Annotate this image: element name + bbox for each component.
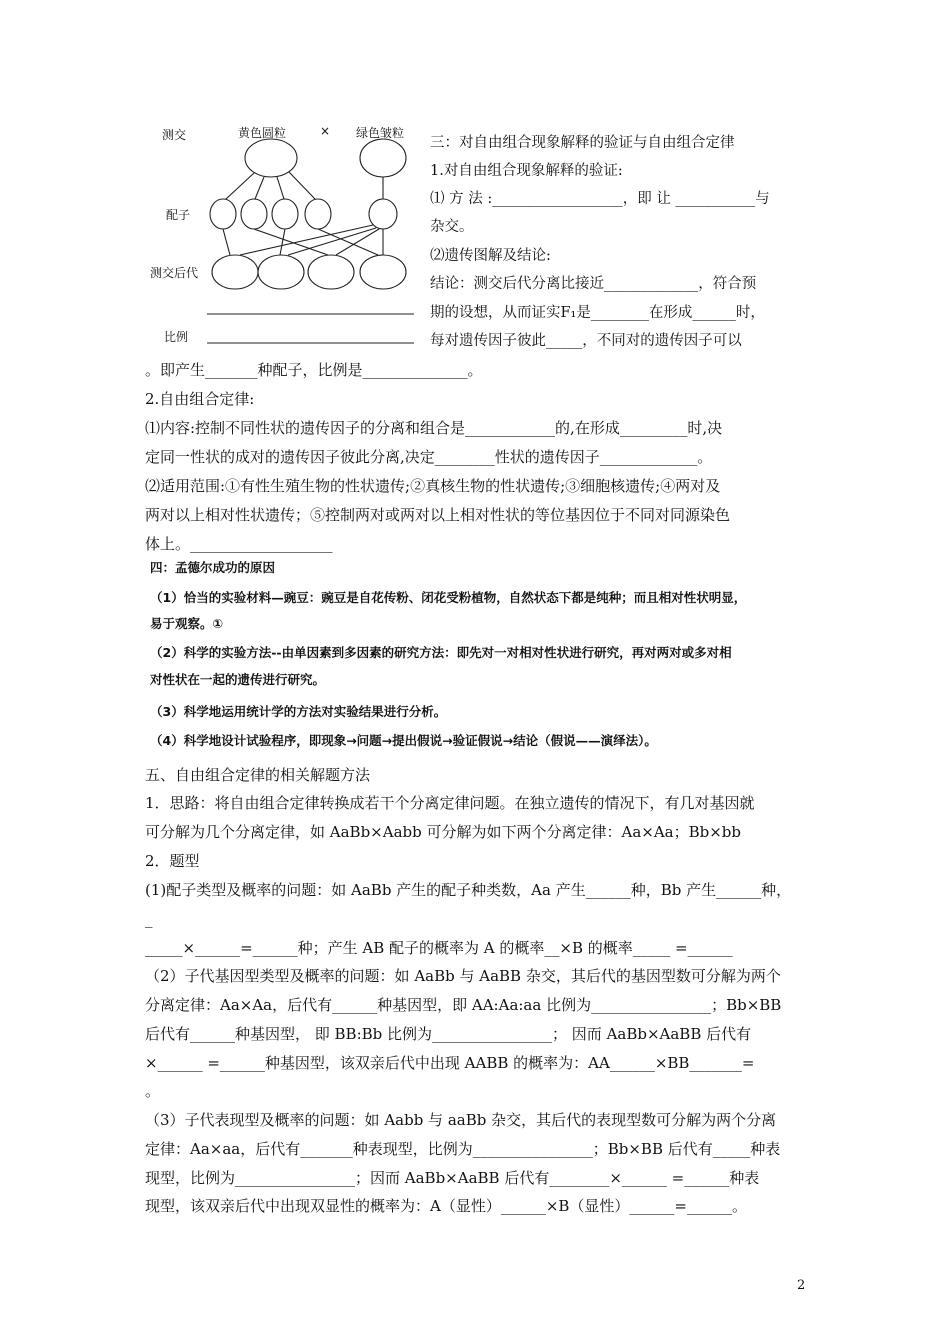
idea-line-2: 可分解为几个分离定律，如 AaBb×Aabb 可分解为如下两个分离定律：Aa×Aa；Bb×bb [145, 823, 742, 841]
label-yellow-round: 黄色圆粒 [238, 126, 287, 140]
type2-line-a: （2）子代基因型类型及概率的问题：如 AaBb 与 AaBB 杂交，其后代的基因型数可分解为两个 [145, 967, 781, 985]
gamete-ellipse-1 [210, 199, 236, 229]
label-ratio: 比例 [164, 330, 189, 344]
type1-line-a: (1)配子类型及概率的问题：如 AaBb 产生的配子种类数，Aa 产生______种，Bb 产生______种， [145, 881, 792, 899]
gamete-ellipse-5 [369, 199, 397, 229]
type2-line-d: ×______ =______种基因型，该双亲后代中出现 AABB 的概率为：AA______×BB_______= [145, 1054, 755, 1072]
conclusion-line-2: 期的设想，从而证实F₁是________在形成______时， [430, 305, 765, 321]
parent-green-wrinkled-ellipse [360, 139, 406, 177]
offspring-ellipse-2 [258, 255, 304, 289]
law-content-1: ⑴内容:控制不同性状的遗传因子的分离和组合是____________的,在形成_________时,决 [145, 419, 723, 437]
reason-1a: （1）恰当的实验材料—豌豆：豌豆是自花传粉、闭花受粉植物，自然状态下都是纯种；而且相对性状明显， [150, 590, 747, 605]
law-scope-1: ⑵适用范围:①有性生殖生物的性状遗传;②真核生物的性状遗传;③细胞核遗传;④两对及 [145, 477, 721, 495]
law-content-2: 定同一性状的成对的遗传因子彼此分离,决定________性状的遗传因子_____________。 [145, 448, 713, 466]
offspring-ellipse-1 [212, 255, 258, 289]
question-types-heading: 2．题型 [145, 852, 200, 870]
test-cross-diagram [150, 118, 430, 358]
reason-2a: （2）科学的实验方法--由单因素到多因素的研究方法：即先对一对相对性状进行研究，再对两对或多对相 [150, 645, 732, 660]
type1-line-b: _ [145, 910, 153, 928]
gamete-ellipse-2 [241, 199, 267, 229]
section5-heading: 五、自由组合定律的相关解题方法 [145, 766, 371, 784]
offspring-ellipse-4 [360, 255, 406, 289]
method-line: ⑴ 方 法 :__________________，即 让 ___________与 [430, 191, 770, 207]
label-gametes: 配子 [166, 208, 191, 222]
section3-item1: 1.对自由组合现象解释的验证: [430, 163, 623, 179]
law-scope-2: 两对以上相对性状遗传；⑤控制两对或两对以上相对性状的等位基因位于不同对同源染色 [145, 506, 731, 524]
reason-4: （4）科学地设计试验程序，即现象→问题→提出假说→验证假说→结论（假说——演绎法）。 [150, 733, 657, 748]
page-number: 2 [797, 1278, 806, 1293]
type2-line-e: 。 [145, 1082, 161, 1100]
gamete-ellipse-3 [272, 199, 298, 229]
conclusion-line-1: 结论：测交后代分离比接近_____________，符合预 [430, 276, 757, 292]
section4-heading: 四：孟德尔成功的原因 [150, 560, 276, 575]
label-cross-symbol: × [320, 124, 331, 138]
type3-line-a: （3）子代表现型及概率的问题：如 Aabb 与 aaBb 杂交，其后代的表现型数可分解为两个分离 [145, 1111, 777, 1129]
label-test-cross: 测交 [162, 128, 187, 142]
reason-2b: 对性状在一起的遗传进行研究。 [150, 672, 326, 687]
parent-yellow-round-ellipse [245, 139, 297, 177]
section3-heading: 三：对自由组合现象解释的验证与自由组合定律 [430, 135, 735, 151]
type2-line-c: 后代有______种基因型， 即 BB:Bb 比例为________________； 因而 AaBb×AaBB 后代有 [145, 1025, 752, 1043]
reason-1b: 易于观察。① [150, 616, 224, 631]
offspring-ellipse-3 [308, 255, 354, 289]
gamete-ellipse-4 [305, 199, 331, 229]
label-green-wrinkled: 绿色皱粒 [356, 126, 405, 140]
label-offspring: 测交后代 [150, 266, 199, 280]
conclusion-line-4: 。即产生_______种配子，比例是______________。 [145, 361, 483, 379]
method-line-2: 杂交。 [430, 219, 474, 235]
law-title: 2.自由组合定律: [145, 390, 255, 408]
type2-line-b: 分离定律：Aa×Aa，后代有______种基因型，即 AA:Aa:aa 比例为________________；Bb×BB [145, 996, 782, 1014]
type3-line-c: 现型，比例为________________；因而 AaBb×AaBB 后代有________×______ =______种表 [145, 1169, 760, 1187]
reason-3: （3）科学地运用统计学的方法对实验结果进行分析。 [150, 704, 447, 719]
diagram-conclusion-heading: ⑵遗传图解及结论: [430, 248, 551, 264]
type1-line-c: _____×______=______种；产生 AB 配子的概率为 A 的概率__×B 的概率_____ =______ [145, 939, 733, 957]
type3-line-b: 定律：Aa×aa，后代有_______种表现型，比例为________________；Bb×BB 后代有_____种表 [145, 1140, 781, 1158]
idea-line-1: 1．思路：将自由组合定律转换成若干个分离定律问题。在独立遗传的情况下，有几对基因就 [145, 794, 755, 812]
law-scope-3: 体上。___________________ [145, 535, 333, 553]
conclusion-line-3: 每对遗传因子彼此_____，不同对的遗传因子可以 [430, 333, 742, 349]
type3-line-d: 现型，该双亲后代中出现双显性的概率为：A（显性）______×B（显性）______=______。 [145, 1197, 747, 1215]
cross-diagram-graphic [150, 118, 430, 358]
